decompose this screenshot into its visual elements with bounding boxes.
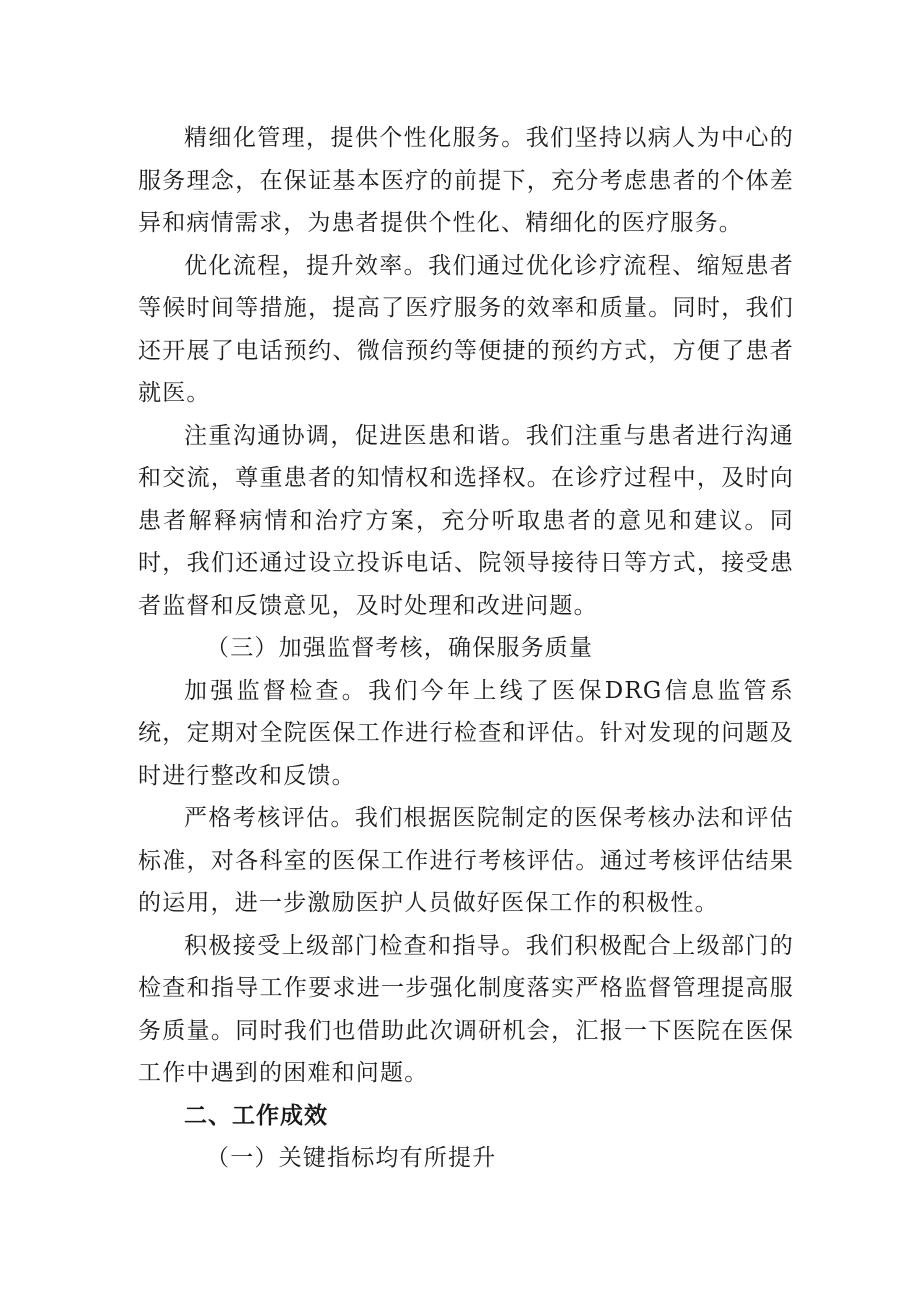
paragraph-assessment: 严格考核评估。我们根据医院制定的医保考核办法和评估标准，对各科室的医保工作进行考核评估。通过考核评估结果的运用，进一步激励医护人员做好医保工作的积极性。 (138, 805, 794, 916)
paragraph-optimize-process: 优化流程，提升效率。我们通过优化诊疗流程、缩短患者等候时间等措施，提高了医疗服务的效率和质量。同时，我们还开展了电话预约、微信预约等便捷的预约方式，方便了患者就医。 (138, 252, 794, 406)
paragraph-communication: 注重沟通协调，促进医患和谐。我们注重与患者进行沟通和交流，尊重患者的知情权和选择权。在诊疗过程中，及时向患者解释病情和治疗方案，充分听取患者的意见和建议。同时，我们还通过设立投诉电话、院领导接待日等方式，接受患者监督和反馈意见，及时处理和改进问题。 (138, 422, 794, 619)
subheading-supervision: （三）加强监督考核，确保服务质量 (206, 635, 594, 661)
section-heading-results: 二、工作成效 (184, 1102, 328, 1129)
paragraph-supervision-check: 加强监督检查。我们今年上线了医保DRG信息监管系统，定期对全院医保工作进行检查和评估。针对发现的问题及时进行整改和反馈。 (138, 677, 794, 789)
document-body (138, 117, 794, 1180)
subheading-key-indicators: （一）关键指标均有所提升 (206, 1145, 497, 1171)
paragraph-accept-inspection: 积极接受上级部门检查和指导。我们积极配合上级部门的检查和指导工作要求进一步强化制度落实严格监督管理提高服务质量。同时我们也借助此次调研机会，汇报一下医院在医保工作中遇到的困难和问题。 (138, 932, 794, 1086)
paragraph-personalized-service: 精细化管理，提供个性化服务。我们坚持以病人为中心的服务理念，在保证基本医疗的前提下，充分考虑患者的个体差异和病情需求，为患者提供个性化、精细化的医疗服务。 (138, 125, 794, 236)
